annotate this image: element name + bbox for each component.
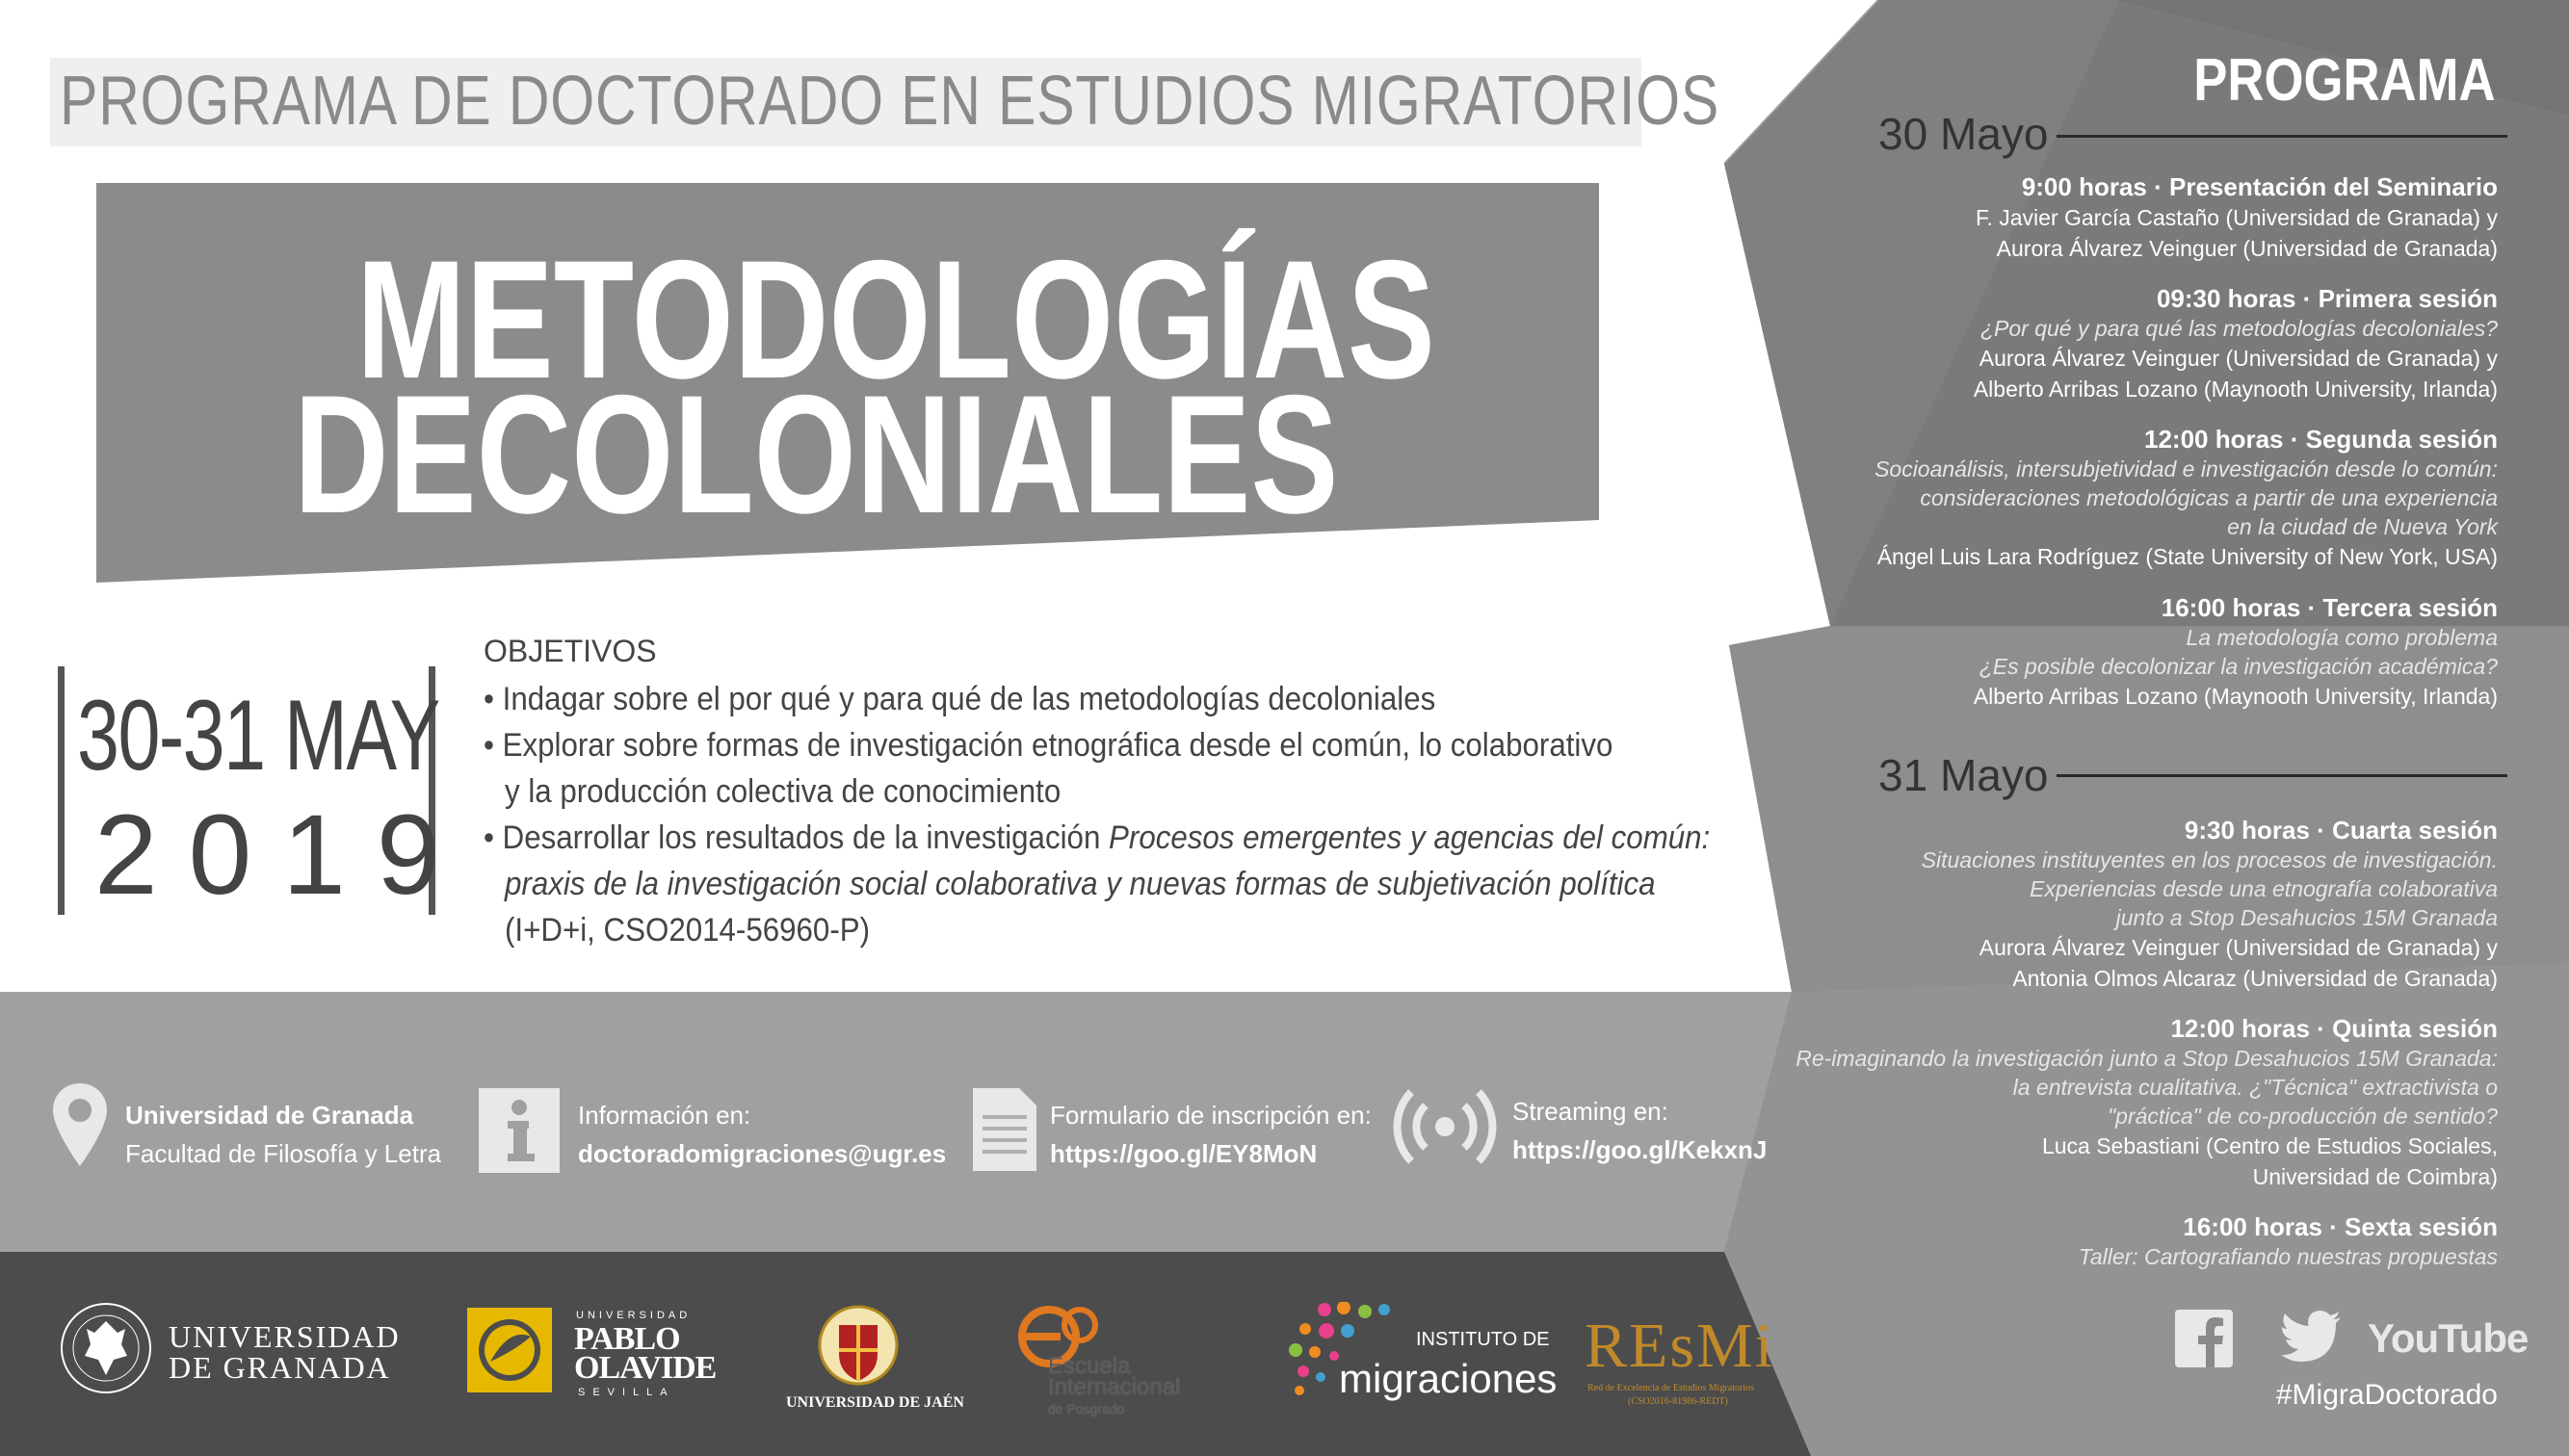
objective-item: • Explorar sobre formas de investigación etnográfica desde el común, lo colaborativo xyxy=(484,727,1613,764)
session-topic: Situaciones instituyentes en los procesos de investigación. xyxy=(1921,847,2498,872)
form-line1: Formulario de inscripción en: xyxy=(1050,1101,1372,1130)
date-range: 30-31 MAY xyxy=(77,680,439,792)
upo-logo-top: UNIVERSIDAD xyxy=(576,1310,692,1321)
youtube-icon[interactable] xyxy=(2368,1315,2528,1365)
eip-line2: Internacional xyxy=(1048,1374,1181,1400)
objectives-title: OBJETIVOS xyxy=(484,634,657,668)
facebook-icon[interactable] xyxy=(2175,1310,2233,1367)
session-topic: "práctica" de co-producción de sentido? xyxy=(2107,1104,2498,1129)
objective-item-cont: y la producción colectiva de conocimiento xyxy=(505,773,1062,810)
main-title-line1: METODOLOGÍAS xyxy=(356,226,1435,414)
im-logo-line2: migraciones xyxy=(1339,1356,1558,1401)
eip-line1: Escuela xyxy=(1048,1353,1131,1379)
day-label-31: 31 Mayo xyxy=(1878,750,2049,800)
day-label-30: 30 Mayo xyxy=(1878,109,2049,159)
session-topic: ¿Por qué y para qué las metodologías decoloniales? xyxy=(1979,316,2498,341)
session-topic: en la ciudad de Nueva York xyxy=(2227,514,2498,539)
upo-logo-name2: OLAVIDE xyxy=(574,1350,717,1386)
session-topic: La metodología como problema xyxy=(2186,625,2498,650)
session-head: 16:00 horas · Sexta sesión xyxy=(2183,1212,2498,1241)
session-speaker: Ángel Luis Lara Rodríguez (State University of New York, USA) xyxy=(1876,544,2498,569)
ugr-seal-icon xyxy=(58,1300,154,1396)
session-head: 12:00 horas · Quinta sesión xyxy=(2170,1014,2498,1043)
document-icon xyxy=(973,1088,1036,1171)
session-topic: Re-imaginando la investigación junto a Stop Desahucios 15M Granada: xyxy=(1796,1046,2498,1071)
session-1 xyxy=(1974,283,2498,404)
project-code: (I+D+i, CSO2014-56960-P) xyxy=(505,912,871,949)
eip-logo-text xyxy=(1048,1353,1181,1419)
session-head: 9:30 horas · Cuarta sesión xyxy=(2184,816,2498,845)
eip-line3: de Posgrado xyxy=(1048,1401,1125,1417)
objective-text: • Desarrollar los resultados de la investigación xyxy=(484,819,1101,856)
contact-line1: Información en: xyxy=(578,1101,751,1130)
session-head: 12:00 horas · Segunda sesión xyxy=(2143,425,2498,454)
upo-logo-city: SEVILLA xyxy=(578,1387,675,1398)
main-title-line2: DECOLONIALES xyxy=(294,361,1339,549)
streaming-link[interactable]: https://goo.gl/KekxnJ xyxy=(1512,1135,1768,1164)
session-head: 16:00 horas · Tercera sesión xyxy=(2161,593,2498,622)
upo-logo-name1: PABLO xyxy=(574,1321,680,1357)
program-title: PROGRAMA DE DOCTORADO EN ESTUDIOS MIGRATORIOS xyxy=(60,63,1720,140)
session-topic: ¿Es posible decolonizar la investigación académica? xyxy=(1979,654,2498,679)
session-2 xyxy=(1874,424,2498,572)
objective-item-cont xyxy=(505,866,1655,903)
streaming-info xyxy=(1512,1092,1767,1169)
resmi-sub2: (CSO2016-81986-REDT) xyxy=(1628,1396,1728,1407)
session-head: 9:00 horas · Presentación del Seminario xyxy=(2021,172,2498,201)
broadcast-icon xyxy=(1392,1086,1498,1167)
ugr-logo-line2: DE GRANADA xyxy=(169,1350,391,1385)
form-link[interactable]: https://goo.gl/EY8MoN xyxy=(1050,1139,1318,1168)
session-topic: consideraciones metodológicas a partir de una experiencia xyxy=(1920,485,2498,510)
twitter-icon[interactable] xyxy=(2281,1310,2343,1364)
contact-info xyxy=(578,1096,946,1173)
session-3 xyxy=(1974,592,2498,712)
hashtag[interactable]: #MigraDoctorado xyxy=(2275,1379,2498,1411)
objective-item xyxy=(484,819,1710,857)
session-5 xyxy=(1796,1013,2498,1192)
session-speaker: Luca Sebastiani (Centro de Estudios Sociales, xyxy=(2041,1133,2498,1158)
day-rule xyxy=(2057,135,2507,138)
resmi-sub1: Red de Excelencia de Estudios Migratorios xyxy=(1587,1383,1755,1393)
day-rule xyxy=(2057,774,2507,777)
session-topic: Experiencias desde una etnografía colaborativa xyxy=(2030,876,2498,901)
contact-email[interactable]: doctoradomigraciones@ugr.es xyxy=(578,1139,947,1168)
resmi-logo: REsMi xyxy=(1585,1311,1775,1381)
location-line2: Facultad de Filosofía y Letra xyxy=(125,1139,442,1168)
upo-logo-icon xyxy=(467,1308,552,1392)
session-topic: Socioanálisis, intersubjetividad e investigación desde lo común: xyxy=(1874,456,2498,481)
ujaen-shield-icon xyxy=(817,1298,900,1392)
im-logo-line1: INSTITUTO DE xyxy=(1416,1329,1550,1350)
session-speaker: Universidad de Coimbra) xyxy=(2252,1164,2498,1189)
ujaen-logo-text: UNIVERSIDAD DE JAÉN xyxy=(786,1394,964,1411)
session-speaker: Alberto Arribas Lozano (Maynooth University, Irlanda) xyxy=(1973,684,2498,709)
session-speaker: Alberto Arribas Lozano (Maynooth University, Irlanda) xyxy=(1973,377,2498,402)
session-presentation xyxy=(1976,171,2498,264)
session-topic: la entrevista cualitativa. ¿"Técnica" extractivista o xyxy=(2012,1075,2498,1100)
date-year: 2019 xyxy=(94,792,471,919)
session-topic: junto a Stop Desahucios 15M Granada xyxy=(2115,905,2498,930)
session-4 xyxy=(1922,815,2498,994)
programa-title: PROGRAMA xyxy=(2193,47,2496,114)
location-line1: Universidad de Granada xyxy=(125,1101,414,1130)
streaming-line1: Streaming en: xyxy=(1512,1097,1668,1126)
session-topic: Taller: Cartografiando nuestras propuestas xyxy=(2078,1244,2498,1269)
form-info xyxy=(1050,1096,1372,1173)
project-title: Procesos emergentes y agencias del común: xyxy=(1109,819,1711,856)
date-bracket-left xyxy=(58,666,65,915)
session-speaker: Antonia Olmos Alcaraz (Universidad de Granada) xyxy=(2012,966,2498,991)
map-pin-icon xyxy=(53,1083,107,1166)
session-speaker: Aurora Álvarez Veinguer (Universidad de Granada) y xyxy=(1979,346,2498,371)
project-subtitle: praxis de la investigación social colaborativa y nuevas formas de subjetivación política xyxy=(505,866,1656,902)
session-speaker: Aurora Álvarez Veinguer (Universidad de Granada) y xyxy=(1979,935,2498,960)
objective-item: • Indagar sobre el por qué y para qué de las metodologías decoloniales xyxy=(484,681,1436,717)
session-speaker: Aurora Álvarez Veinguer (Universidad de Granada) xyxy=(1996,236,2498,261)
info-icon xyxy=(479,1088,560,1173)
location-info xyxy=(125,1096,441,1173)
youtube-label: YouTube xyxy=(2368,1315,2529,1361)
session-head: 09:30 horas · Primera sesión xyxy=(2156,284,2498,313)
session-6 xyxy=(2079,1211,2498,1271)
ugr-logo-line1: UNIVERSIDAD xyxy=(169,1319,401,1354)
session-speaker: F. Javier García Castaño (Universidad de Granada) y xyxy=(1975,205,2498,230)
